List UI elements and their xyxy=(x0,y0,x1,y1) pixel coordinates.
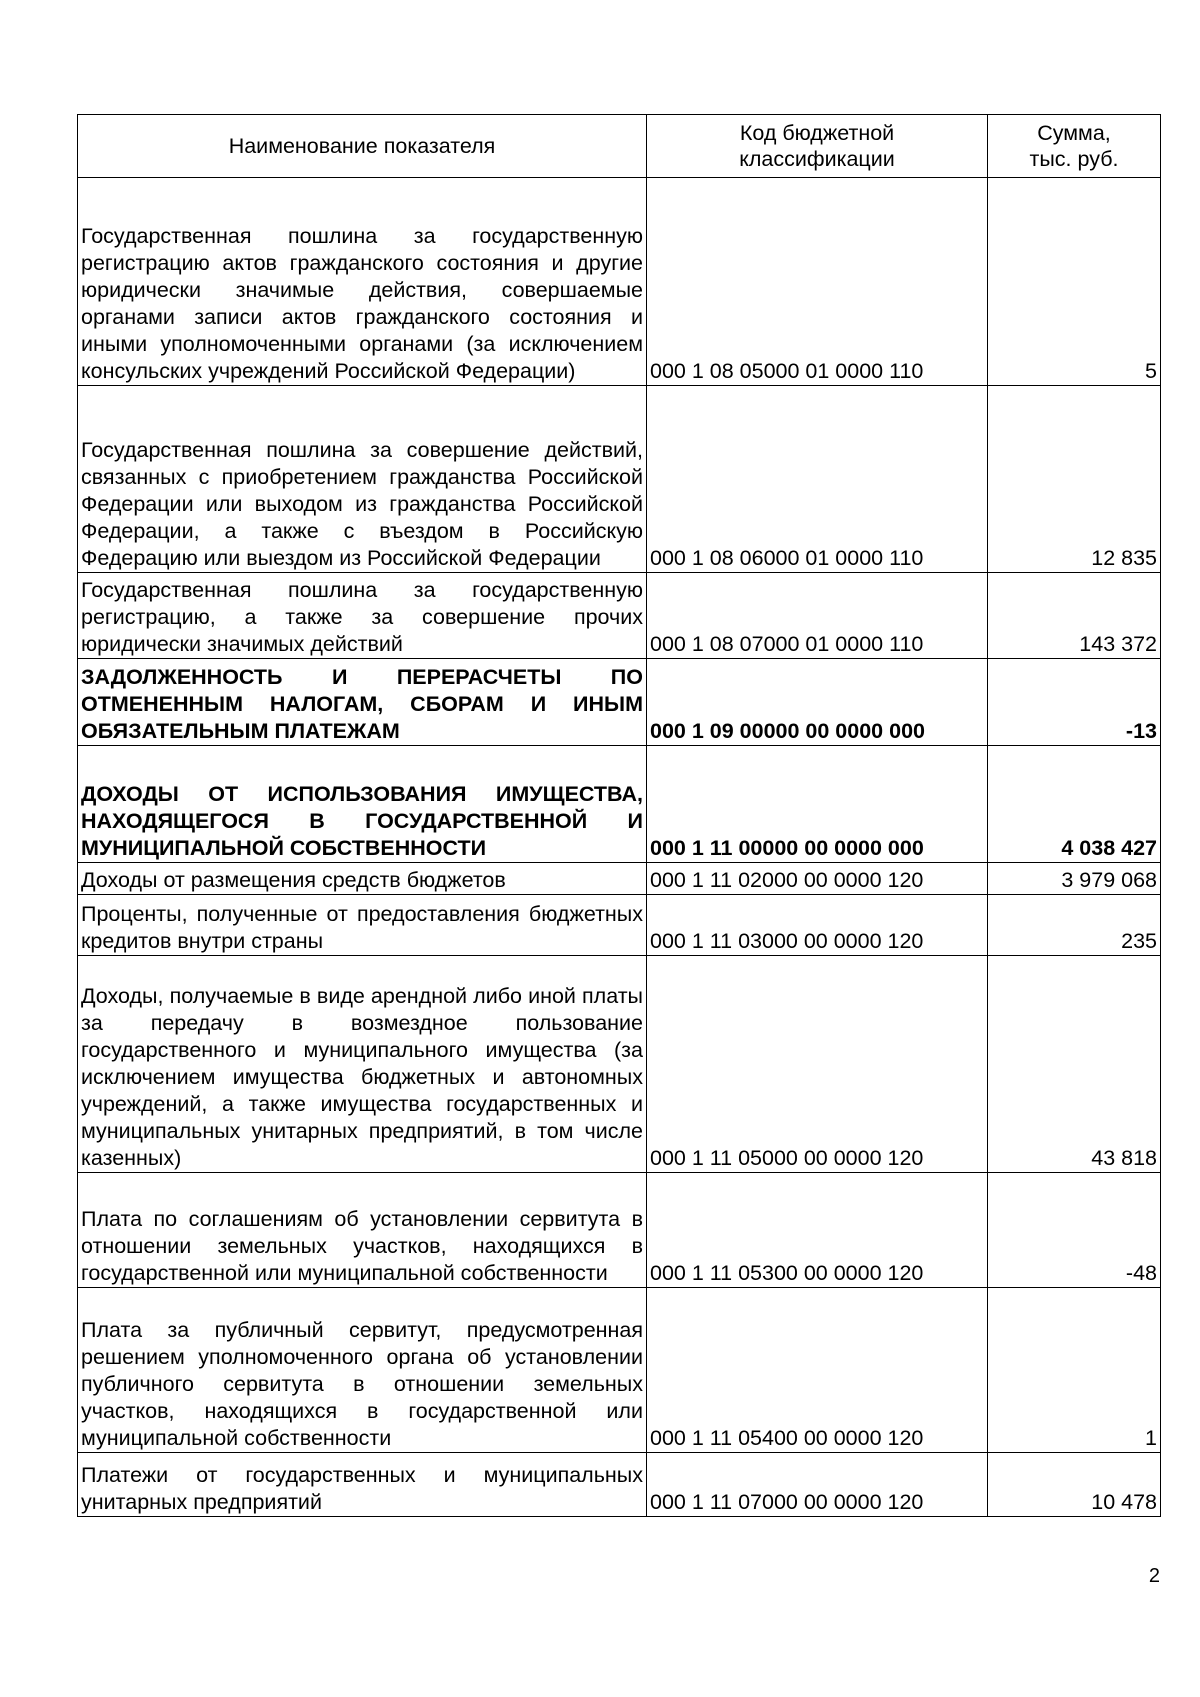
row-sum: 235 xyxy=(988,895,1161,956)
row-code: 000 1 11 07000 00 0000 120 xyxy=(647,1453,988,1517)
row-code: 000 1 11 05400 00 0000 120 xyxy=(647,1288,988,1453)
row-code: 000 1 11 02000 00 0000 120 xyxy=(647,863,988,895)
table-row xyxy=(78,386,1161,573)
row-sum: 5 xyxy=(988,178,1161,386)
table-row xyxy=(78,956,1161,1173)
header-amount xyxy=(988,115,1161,178)
table-row xyxy=(78,895,1161,956)
row-code: 000 1 11 05300 00 0000 120 xyxy=(647,1173,988,1288)
header-budget-code xyxy=(647,115,988,178)
row-sum: 3 979 068 xyxy=(988,863,1161,895)
row-sum: 10 478 xyxy=(988,1453,1161,1517)
row-code: 000 1 08 07000 01 0000 110 xyxy=(647,573,988,659)
row-sum: 43 818 xyxy=(988,956,1161,1173)
row-name: Государственная пошлина за совершение действий, связанных с приобретением гражданства Российской Федерации или выходом из гражданства Российской Федерации, а также с въездом в Российскую Федерацию или выездом из Российской Федерации xyxy=(78,386,647,573)
row-name: Плата за публичный сервитут, предусмотренная решением уполномоченного органа об установлении публичного сервитута в отношении земельных участков, находящихся в государственной или муниципальной собственности xyxy=(78,1288,647,1453)
table-row xyxy=(78,863,1161,895)
row-code: 000 1 08 06000 01 0000 110 xyxy=(647,386,988,573)
row-sum: -13 xyxy=(988,659,1161,746)
header-indicator-name: Наименование показателя xyxy=(78,115,647,178)
row-name: Плата по соглашениям об установлении сервитута в отношении земельных участков, находящихся в государственной или муниципальной собственности xyxy=(78,1173,647,1288)
row-name: Доходы, получаемые в виде арендной либо иной платы за передачу в возмездное пользование государственного и муниципального имущества (за исключением имущества бюджетных и автономных учреждений, а также имущества государственных и муниципальных унитарных предприятий, в том числе казенных) xyxy=(78,956,647,1173)
table-row xyxy=(78,1173,1161,1288)
row-name: Платежи от государственных и муниципальных унитарных предприятий xyxy=(78,1453,647,1517)
table-header-row xyxy=(78,115,1161,178)
row-code: 000 1 08 05000 01 0000 110 xyxy=(647,178,988,386)
table-row xyxy=(78,178,1161,386)
row-sum: 12 835 xyxy=(988,386,1161,573)
table-row-section xyxy=(78,659,1161,746)
page-number: 2 xyxy=(1148,1565,1160,1587)
row-sum: -48 xyxy=(988,1173,1161,1288)
row-name: ДОХОДЫ ОТ ИСПОЛЬЗОВАНИЯ ИМУЩЕСТВА, НАХОДЯЩЕГОСЯ В ГОСУДАРСТВЕННОЙ И МУНИЦИПАЛЬНОЙ СОБСТВЕННОСТИ xyxy=(78,746,647,863)
row-name: Государственная пошлина за государственную регистрацию, а также за совершение прочих юридически значимых действий xyxy=(78,573,647,659)
table-row xyxy=(78,1453,1161,1517)
row-name: Доходы от размещения средств бюджетов xyxy=(78,863,647,895)
row-name: Государственная пошлина за государственную регистрацию актов гражданского состояния и другие юридически значимые действия, совершаемые органами записи актов гражданского состояния и иными уполномоченными органами (за исключением консульских учреждений Российской Федерации) xyxy=(78,178,647,386)
header-sum-line2: тыс. руб. xyxy=(1029,147,1119,171)
table-row-section xyxy=(78,746,1161,863)
table-row xyxy=(78,1288,1161,1453)
row-code: 000 1 09 00000 00 0000 000 xyxy=(647,659,988,746)
row-code: 000 1 11 03000 00 0000 120 xyxy=(647,895,988,956)
row-sum: 4 038 427 xyxy=(988,746,1161,863)
row-code: 000 1 11 00000 00 0000 000 xyxy=(647,746,988,863)
row-name: ЗАДОЛЖЕННОСТЬ И ПЕРЕРАСЧЕТЫ ПО ОТМЕНЕННЫМ НАЛОГАМ, СБОРАМ И ИНЫМ ОБЯЗАТЕЛЬНЫМ ПЛАТЕЖАМ xyxy=(78,659,647,746)
header-code-line1: Код бюджетной xyxy=(739,121,895,145)
row-code: 000 1 11 05000 00 0000 120 xyxy=(647,956,988,1173)
table-row xyxy=(78,573,1161,659)
budget-revenue-table xyxy=(77,114,1161,1517)
header-sum-line1: Сумма, xyxy=(1037,121,1111,145)
header-code-line2: классификации xyxy=(739,147,895,171)
row-sum: 1 xyxy=(988,1288,1161,1453)
row-name: Проценты, полученные от предоставления бюджетных кредитов внутри страны xyxy=(78,895,647,956)
row-sum: 143 372 xyxy=(988,573,1161,659)
